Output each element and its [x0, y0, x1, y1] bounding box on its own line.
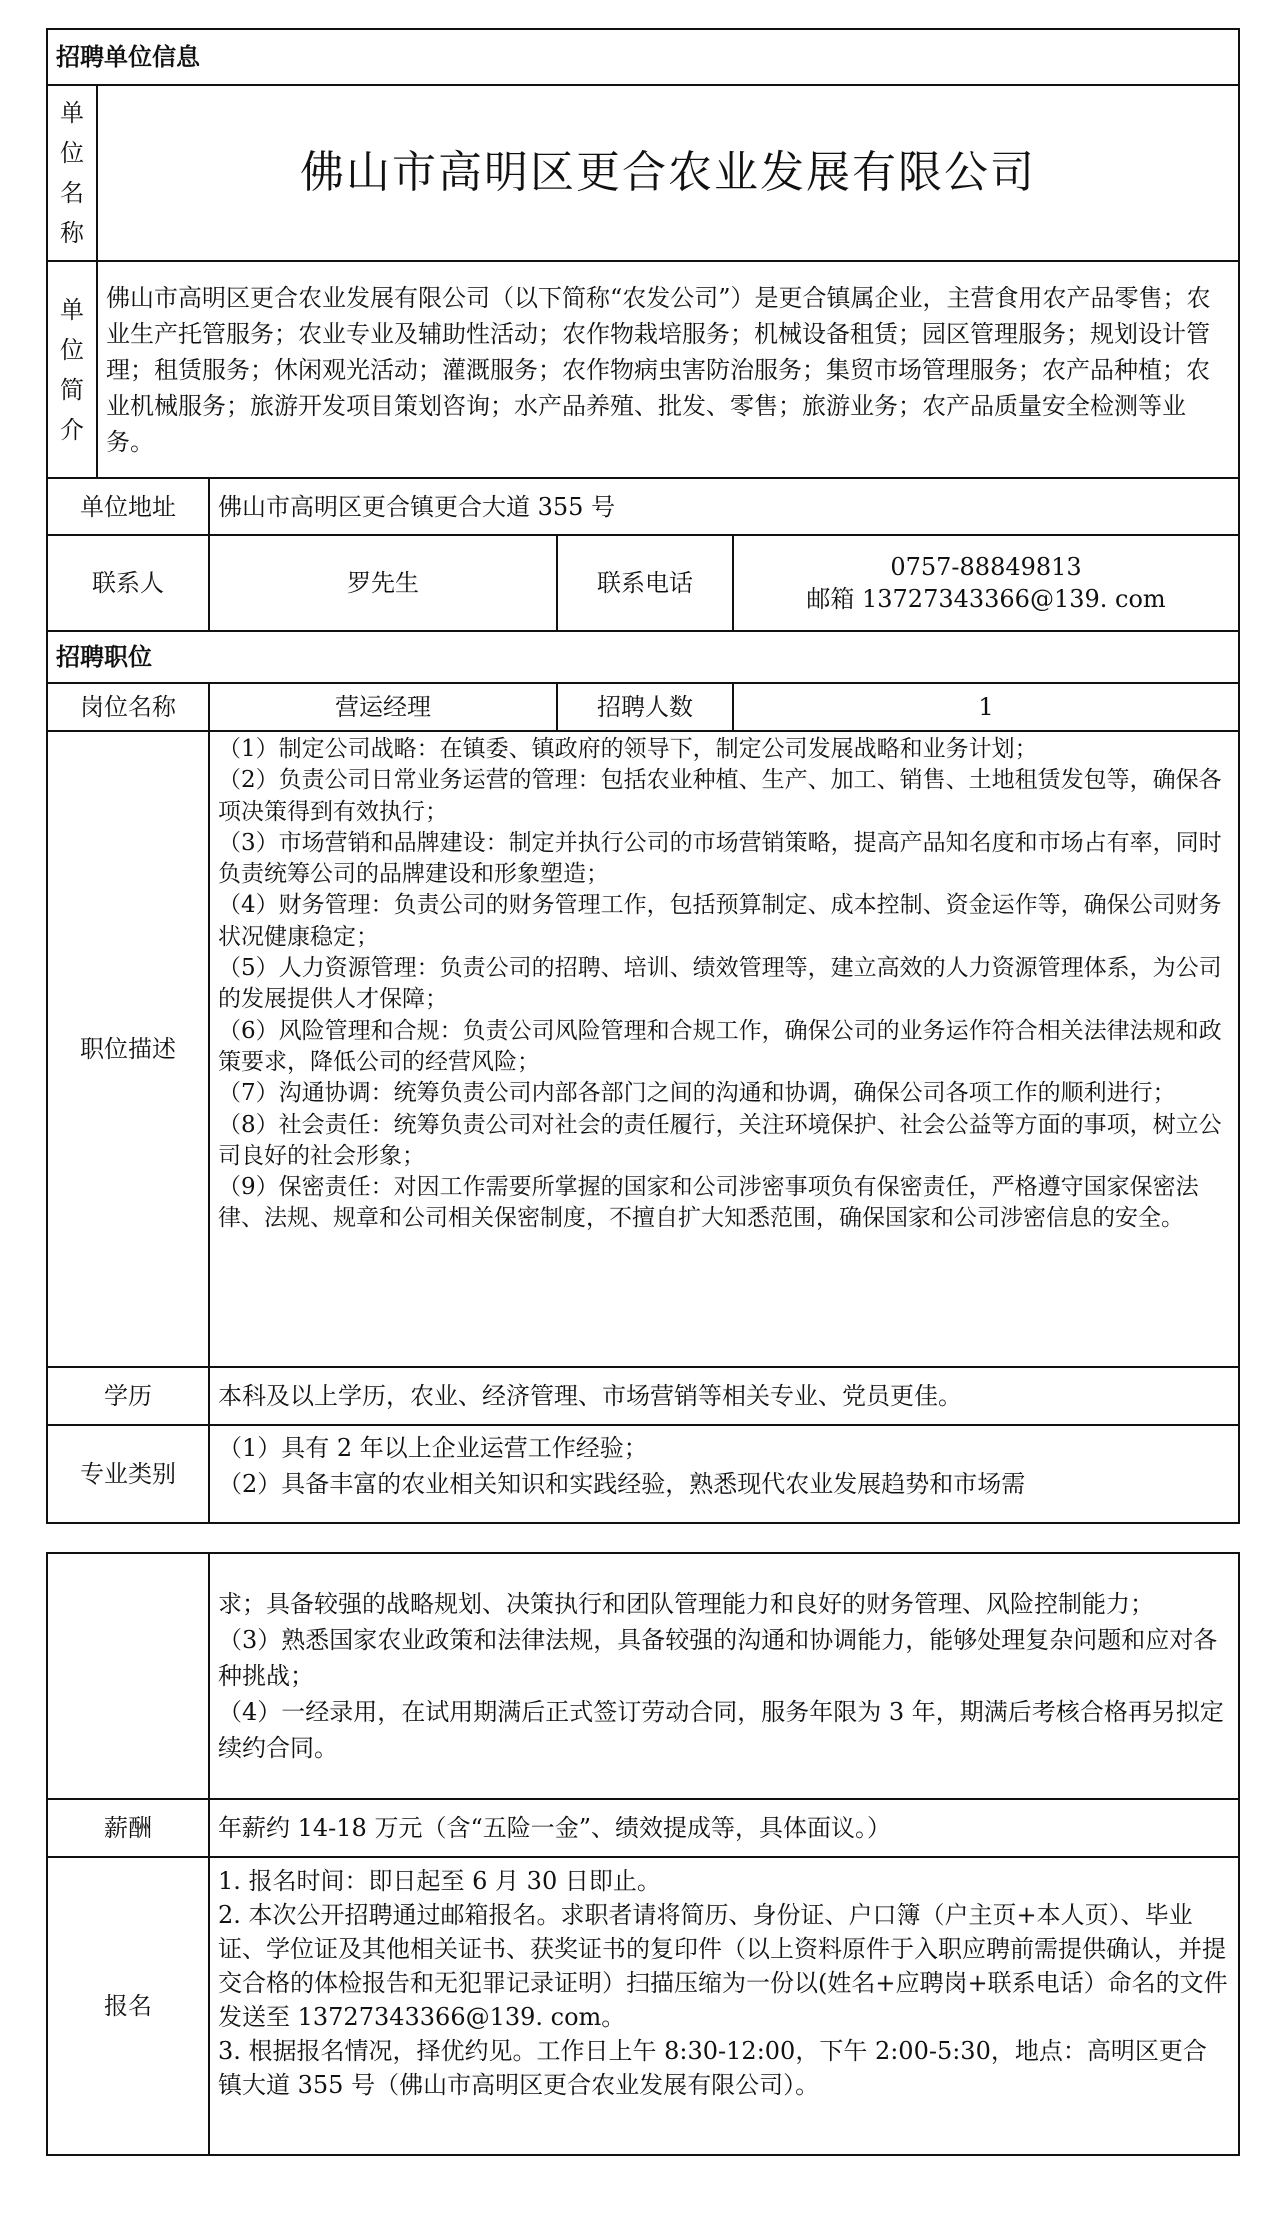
- company-intro: 佛山市高明区更合农业发展有限公司（以下简称“农发公司”）是更合镇属企业，主营食用农产品零售；农业生产托管服务；农业专业及辅助性活动；农作物栽培服务；机械设备租赁；园区管理服务；规划设计管理；租赁服务；休闲观光活动；灌溉服务；农作物病虫害防治服务；集贸市场管理服务；农产品种植；农业机械服务；旅游开发项目策划咨询；水产品养殖、批发、零售；旅游业务；农产品质量安全检测等业务。: [97, 261, 1239, 478]
- contact-label: 联系人: [47, 535, 209, 631]
- job-description: [209, 731, 1239, 1367]
- section-title-employer-info: 招聘单位信息: [47, 29, 1239, 85]
- major-continued-label: [47, 1553, 209, 1799]
- duty-item: （9）保密责任：对因工作需要所掌握的国家和公司涉密事项负有保密责任，严格遵守国家保密法律、法规、规章和公司相关保密制度，不擅自扩大知悉范围，确保国家和公司涉密信息的安全。: [218, 1174, 1199, 1232]
- recruitment-table-page2: [46, 1552, 1240, 2156]
- phone-label: 联系电话: [557, 535, 733, 631]
- application-item: 2. 本次公开招聘通过邮箱报名。求职者请将简历、身份证、户口簿（户主页+本人页）、毕业证、学位证及其他相关证书、获奖证书的复印件（以上资料原件于入职应聘前需提供确认，并提交合格的体检报告和无犯罪记录证明）扫描压缩为一份以(姓名+应聘岗+联系电话）命名的文件发送至 13727343366@139. com。: [218, 1901, 1228, 2031]
- salary-value: 年薪约 14-18 万元（含“五险一金”、绩效提成等，具体面议。）: [209, 1799, 1239, 1857]
- duty-item: （8）社会责任：统筹负责公司对社会的责任履行，关注环境保护、社会公益等方面的事项，树立公司良好的社会形象；: [218, 1111, 1222, 1169]
- requirement-item: （2）具备丰富的农业相关知识和实践经验，熟悉现代农业发展趋势和市场需: [218, 1470, 1026, 1498]
- salary-label: 薪酬: [47, 1799, 209, 1857]
- address-label: 单位地址: [47, 478, 209, 535]
- headcount-label: 招聘人数: [557, 683, 733, 731]
- job-description-label: 职位描述: [47, 731, 209, 1367]
- requirement-item: （1）具有 2 年以上企业运营工作经验；: [218, 1434, 648, 1462]
- requirement-item: （3）熟悉国家农业政策和法律法规，具备较强的沟通和协调能力，能够处理复杂问题和应对各种挑战；: [218, 1626, 1218, 1690]
- duty-item: （2）负责公司日常业务运营的管理：包括农业种植、生产、加工、销售、土地租赁发包等，确保各项决策得到有效执行；: [218, 767, 1222, 825]
- section-title-positions: 招聘职位: [47, 631, 1239, 683]
- headcount-value: 1: [733, 683, 1239, 731]
- duty-item: （1）制定公司战略：在镇委、镇政府的领导下，制定公司发展战略和业务计划；: [218, 736, 1038, 762]
- major-requirements-continued: [209, 1553, 1239, 1799]
- address-value: 佛山市高明区更合镇更合大道 355 号: [209, 478, 1239, 535]
- application-details: [209, 1857, 1239, 2155]
- recruitment-table-page1: [46, 28, 1240, 1524]
- position-name-label: 岗位名称: [47, 683, 209, 731]
- requirement-item: 求；具备较强的战略规划、决策执行和团队管理能力和良好的财务管理、风险控制能力；: [218, 1590, 1154, 1618]
- application-item: 1. 报名时间：即日起至 6 月 30 日即止。: [218, 1867, 661, 1895]
- major-label: 专业类别: [47, 1425, 209, 1523]
- application-item: 3. 根据报名情况，择优约见。工作日上午 8:30-12:00，下午 2:00-5:30，地点：高明区更合镇大道 355 号（佛山市高明区更合农业发展有限公司）。: [218, 2037, 1207, 2099]
- company-name-label: 单 位 名 称: [47, 85, 97, 261]
- education-value: 本科及以上学历，农业、经济管理、市场营销等相关专业、党员更佳。: [209, 1367, 1239, 1425]
- requirement-item: （4）一经录用，在试用期满后正式签订劳动合同，服务年限为 3 年，期满后考核合格再另拟定续约合同。: [218, 1698, 1224, 1762]
- email-value: 邮箱 13727343366@139. com: [806, 585, 1166, 613]
- contact-value: 罗先生: [209, 535, 557, 631]
- position-name-value: 营运经理: [209, 683, 557, 731]
- phone-email-cell: [733, 535, 1239, 631]
- duty-item: （6）风险管理和合规：负责公司风险管理和合规工作，确保公司的业务运作符合相关法律法规和政策要求，降低公司的经营风险；: [218, 1017, 1222, 1075]
- application-label: 报名: [47, 1857, 209, 2155]
- education-label: 学历: [47, 1367, 209, 1425]
- duty-item: （3）市场营销和品牌建设：制定并执行公司的市场营销策略，提高产品知名度和市场占有率，同时负责统筹公司的品牌建设和形象塑造；: [218, 829, 1222, 888]
- phone-value: 0757-88849813: [890, 553, 1082, 581]
- duty-item: （5）人力资源管理：负责公司的招聘、培训、绩效管理等，建立高效的人力资源管理体系，为公司的发展提供人才保障；: [218, 955, 1222, 1013]
- duty-item: （4）财务管理：负责公司的财务管理工作，包括预算制定、成本控制、资金运作等，确保公司财务状况健康稳定；: [218, 892, 1222, 950]
- company-name: 佛山市高明区更合农业发展有限公司: [97, 85, 1239, 261]
- major-requirements: [209, 1425, 1239, 1523]
- company-intro-label: 单 位 简 介: [47, 261, 97, 478]
- duty-item: （7）沟通协调：统筹负责公司内部各部门之间的沟通和协调，确保公司各项工作的顺利进行；: [218, 1080, 1176, 1107]
